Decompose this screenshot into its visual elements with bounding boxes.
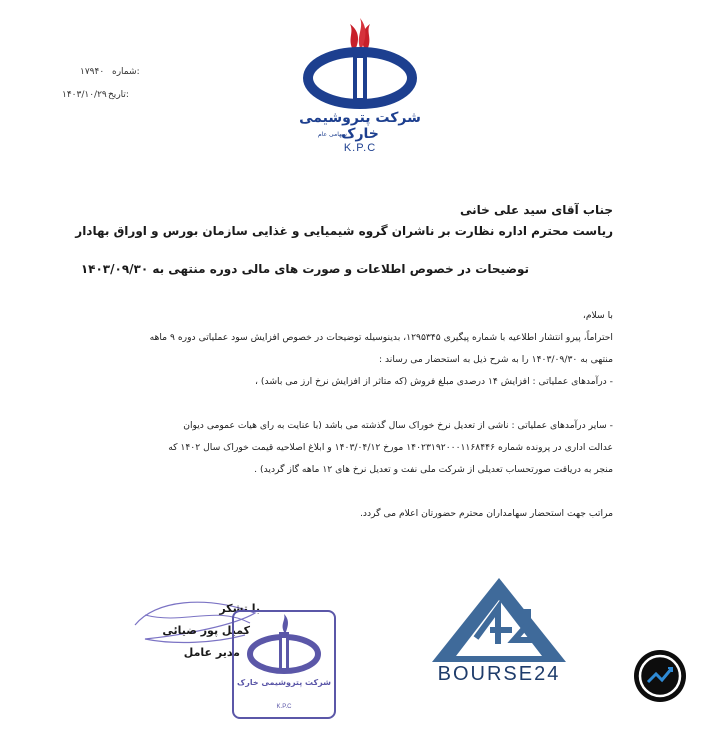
letter-number-value: ۱۷۹۴۰ <box>80 67 105 77</box>
signatory-name: کمیل پور ضیائی <box>162 624 250 637</box>
chart-badge-icon <box>634 650 686 702</box>
signature-thanks: با تشکر <box>219 602 260 615</box>
recipient-name: جناب آقای سید علی خانی <box>460 203 613 217</box>
closing-sentence: مراتب جهت استحضار سهامداران محترم حضورتان اعلام می گردد. <box>360 508 613 519</box>
letter-number-label: شماره: <box>112 67 140 77</box>
paragraph-operating-revenue: - درآمدهای عملیاتی : افزایش ۱۴ درصدی مبلغ فروش (که متاثر از افزایش نرخ ارز می باشد) ، <box>255 376 613 387</box>
paragraph-1-line-2: منتهی به ۱۴۰۳/۰۹/۳۰ را به شرح ذیل به استحضار می رساند : <box>378 354 613 365</box>
signatory-title: مدیر عامل <box>183 646 240 659</box>
stamp-emblem-icon <box>234 612 334 682</box>
company-name-fa: شرکت پتروشیمی خارک <box>299 110 421 142</box>
company-type-label: سهامی عام <box>318 131 347 138</box>
paragraph-other-revenue-line-1: - سایر درآمدهای عملیاتی : ناشی از تعدیل نرخ خوراک سال گذشته می باشد (با عنایت به رای هیات عمومی دیوان <box>183 420 613 431</box>
stamp-text-en: K.P.C <box>276 704 292 710</box>
salutation: با سلام، <box>582 310 613 321</box>
paragraph-other-revenue-line-3: منجر به دریافت صورتحساب تعدیلی از شرکت ملی نفت و تعدیل نرخ های ۱۲ ماهه گاز گردید) . <box>254 464 613 475</box>
bourse24-logo-icon <box>432 578 566 662</box>
recipient-title: ریاست محترم اداره نظارت بر ناشران گروه شیمیایی و غذایی سازمان بورس و اوراق بهادار <box>75 224 613 238</box>
company-name-en: K.P.C <box>343 142 377 154</box>
company-logo <box>290 18 430 154</box>
paragraph-other-revenue-line-2: عدالت اداری در پرونده شماره ۱۴۰۲۳۱۹۲۰۰۰۱۱۶۸۴۴۶ مورخ ۱۴۰۳/۰۴/۱۲ و ابلاغ اصلاحیه قیمت خوراک سال ۱۴۰۲ که <box>168 442 613 453</box>
bourse24-wordmark: BOURSE24 <box>437 663 561 685</box>
paragraph-1-line-1: احتراماً، پیرو انتشار اطلاعیه با شماره پیگیری ۱۲۹۵۳۴۵، بدینوسیله توضیحات در خصوص افزایش سود عملیاتی دوره ۹ ماهه <box>149 332 613 343</box>
stamp-text-fa: شرکت پتروشیمی خارک <box>237 678 331 687</box>
letter-subject: توضیحات در خصوص اطلاعات و صورت های مالی دوره منتهی به ۱۴۰۳/۰۹/۳۰ <box>80 262 529 276</box>
letter-date-value: ۱۴۰۳/۱۰/۲۹ <box>62 90 107 100</box>
company-stamp <box>232 610 336 719</box>
kpc-emblem-icon <box>290 18 430 113</box>
letter-date-label: تاریخ: <box>108 90 129 100</box>
